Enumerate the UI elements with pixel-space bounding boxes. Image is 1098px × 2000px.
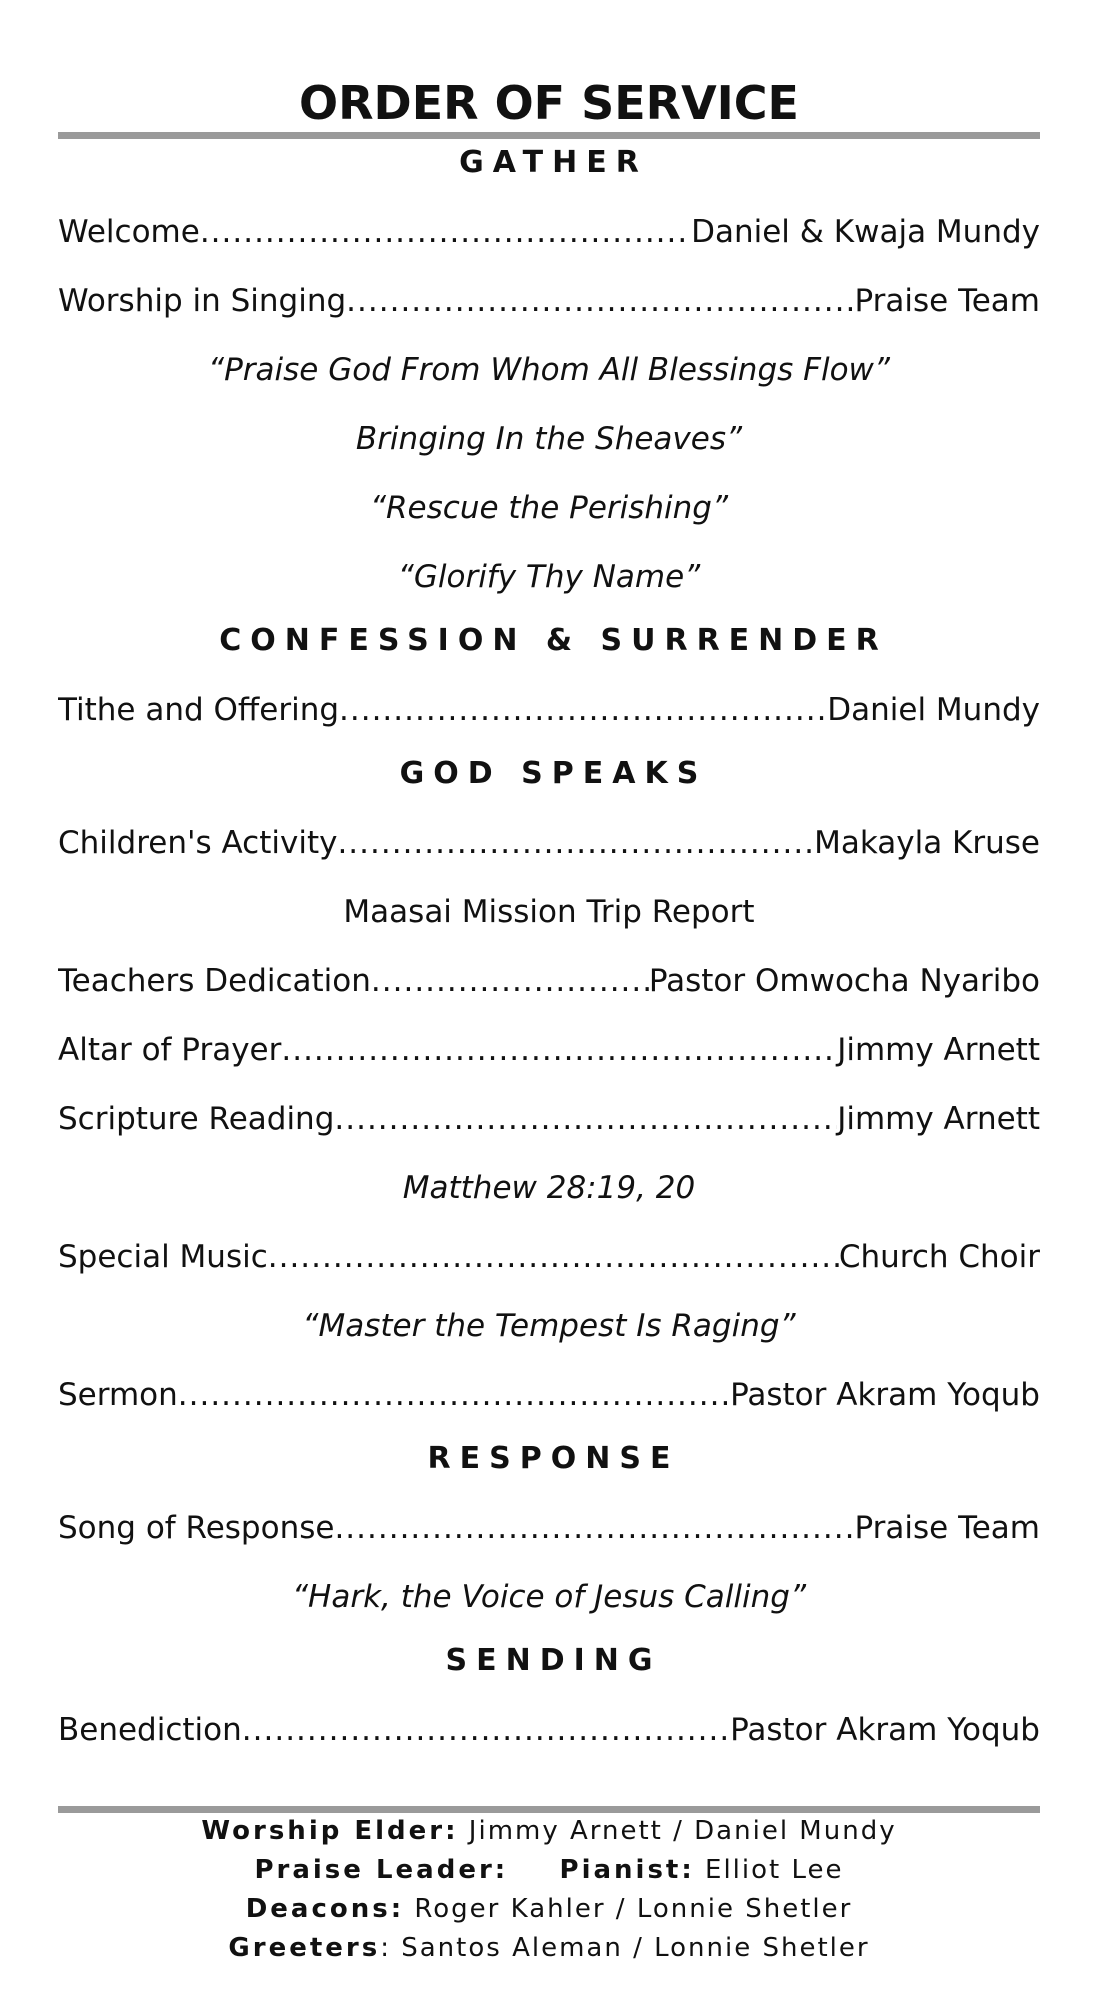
dot-leader (242, 1696, 730, 1765)
dot-leader (337, 809, 814, 878)
program-item-label: Children's Activity (58, 825, 338, 861)
program-item-label: Benediction (58, 1712, 242, 1748)
dot-leader (334, 1494, 854, 1563)
section-heading-response: RESPONSE (427, 1441, 680, 1476)
program-item-person: Daniel & Kwaja Mundy (691, 214, 1040, 250)
program-item-person: Praise Team (854, 1510, 1040, 1546)
program-item-altar (58, 1016, 1040, 1085)
service-credits (0, 1812, 1098, 1968)
song-title: “Hark, the Voice of Jesus Calling” (291, 1579, 807, 1615)
program-item-person: Makayla Kruse (814, 825, 1040, 861)
song-title: Bringing In the Sheaves” (355, 421, 743, 457)
program-item-label: Welcome (58, 214, 200, 250)
program-item-person: Pastor Akram Yoqub (730, 1377, 1040, 1413)
program-item-welcome (58, 198, 1040, 267)
program-item-label: Worship in Singing (58, 283, 347, 319)
program-item-children (58, 809, 1040, 878)
song-title: “Praise God From Whom All Blessings Flow” (208, 352, 890, 388)
song-title: “Master the Tempest Is Raging” (302, 1308, 796, 1344)
top-divider (58, 132, 1040, 139)
program-item-label: Tithe and Offering (58, 692, 340, 728)
program-item-label: Scripture Reading (58, 1101, 335, 1137)
dot-leader (268, 1223, 839, 1292)
credit-value: Roger Kahler / Lonnie Shetler (414, 1894, 853, 1924)
program-item-teachers (58, 947, 1040, 1016)
credit-praise-leader-pianist (0, 1851, 1098, 1890)
program-item-person: Pastor Omwocha Nyaribo (648, 963, 1040, 999)
program-item-tithe (58, 676, 1040, 745)
credit-label: Deacons: (245, 1894, 405, 1924)
program-item-special-music (58, 1223, 1040, 1292)
program-item-person: Pastor Akram Yoqub (730, 1712, 1040, 1748)
credit-value: Elliot Lee (705, 1855, 844, 1885)
program-item-song-of-response (58, 1494, 1040, 1563)
mission-report: Maasai Mission Trip Report (343, 894, 755, 930)
credit-label: Pianist: (559, 1855, 695, 1885)
program-item-label: Special Music (58, 1239, 268, 1275)
credit-label: Praise Leader: (254, 1855, 509, 1885)
program-item-label: Teachers Dedication (58, 963, 371, 999)
section-heading-confession: CONFESSION & SURRENDER (219, 623, 888, 658)
credit-label: Worship Elder: (201, 1816, 459, 1846)
dot-leader (346, 267, 854, 336)
scripture-reference: Matthew 28:19, 20 (402, 1170, 696, 1206)
program-item-person: Jimmy Arnett (837, 1101, 1040, 1137)
credit-greeters (0, 1929, 1098, 1968)
credit-value: : Santos Aleman / Lonnie Shetler (380, 1933, 870, 1963)
dot-leader (334, 1085, 837, 1154)
program-item-label: Song of Response (58, 1510, 335, 1546)
dot-leader (339, 676, 827, 745)
program-item-sermon (58, 1361, 1040, 1430)
program-item-scripture (58, 1085, 1040, 1154)
program-item-worship (58, 267, 1040, 336)
program-item-person: Church Choir (838, 1239, 1040, 1275)
credit-label: Greeters (228, 1933, 381, 1963)
dot-leader (178, 1361, 730, 1430)
program-item-person: Praise Team (854, 283, 1040, 319)
song-title: “Rescue the Perishing” (369, 490, 729, 526)
dot-leader (200, 198, 691, 267)
page-title: ORDER OF SERVICE (299, 76, 799, 130)
credit-deacons (0, 1890, 1098, 1929)
program-item-benediction (58, 1696, 1040, 1765)
program-item-label: Sermon (58, 1377, 178, 1413)
program-item-label: Altar of Prayer (58, 1032, 282, 1068)
dot-leader (371, 947, 649, 1016)
program-item-person: Daniel Mundy (827, 692, 1040, 728)
song-title: “Glorify Thy Name” (397, 559, 701, 595)
section-heading-gather: GATHER (459, 145, 648, 180)
section-heading-god-speaks: GOD SPEAKS (399, 756, 708, 791)
section-heading-sending: SENDING (445, 1643, 662, 1678)
credit-value: Jimmy Arnett / Daniel Mundy (468, 1816, 897, 1846)
program-item-person: Jimmy Arnett (837, 1032, 1040, 1068)
dot-leader (281, 1016, 837, 1085)
service-program (58, 142, 1040, 1765)
credit-worship-elder (0, 1812, 1098, 1851)
